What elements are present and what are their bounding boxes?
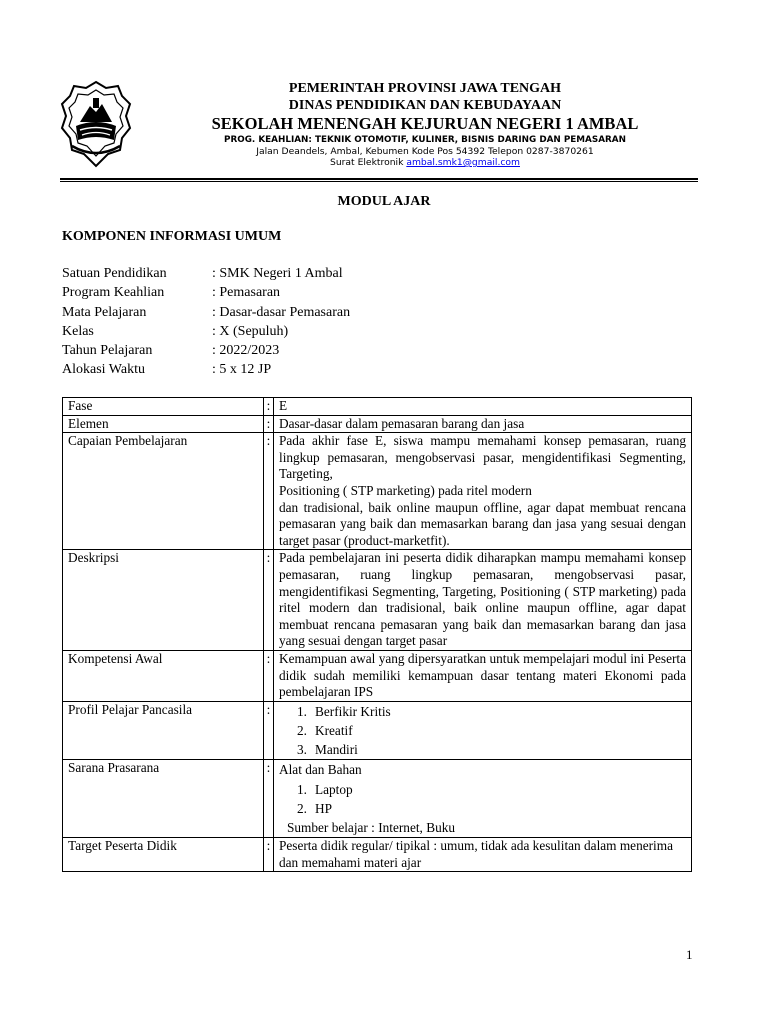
list-item (279, 721, 686, 740)
info-label: Mata Pelajaran (62, 304, 147, 320)
info-row (62, 322, 350, 341)
info-label: Satuan Pendidikan (62, 266, 167, 281)
row-colon: : (264, 433, 274, 550)
row-colon: : (264, 650, 274, 701)
info-value: : SMK Negeri 1 Ambal (212, 266, 343, 281)
table-row-sarana (63, 760, 692, 838)
row-colon: : (264, 415, 274, 433)
table-row-profil (63, 701, 692, 760)
header-school-name: SEKOLAH MENENGAH KEJURUAN NEGERI 1 AMBAL (211, 114, 639, 133)
info-row (62, 303, 350, 322)
provincial-seal-icon (60, 80, 132, 168)
capaian-paragraph-2: Positioning ( STP marketing) pada ritel modern (279, 482, 532, 498)
sarana-footer: Sumber belajar : Internet, Buku (287, 819, 456, 835)
row-colon: : (264, 398, 274, 416)
email-link[interactable]: ambal.smk1@gmail.com (406, 157, 520, 168)
list-number: 3. (297, 742, 307, 758)
info-value: : Dasar-dasar Pemasaran (212, 304, 351, 320)
header-email-line (155, 157, 695, 168)
row-value (274, 760, 692, 838)
table-row-capaian (63, 433, 692, 550)
info-value: : Pemasaran (212, 285, 281, 301)
row-value (274, 701, 692, 760)
list-number: 1. (297, 703, 307, 719)
row-value: Kemampuan awal yang dipersyaratkan untuk mempelajari modul ini Peserta didik sudah memiliki kemampuan dasar tentang materi Ekonomi pada pembelajaran IPS (274, 650, 692, 701)
info-row (62, 341, 350, 360)
info-label: Program Keahlian (62, 285, 165, 301)
list-text: Kreatif (315, 722, 353, 738)
info-label: Alokasi Waktu (62, 362, 145, 378)
info-value: : 5 x 12 JP (212, 362, 272, 378)
list-number: 2. (297, 800, 307, 816)
header-rule-thick (60, 178, 698, 180)
section-title: KOMPONEN INFORMASI UMUM (62, 229, 282, 244)
header-rule-thin (60, 181, 698, 182)
email-label: Surat Elektronik (329, 157, 404, 168)
row-value (274, 433, 692, 550)
row-label: Deskripsi (63, 550, 264, 651)
header-programs: PROG. KEAHLIAN: TEKNIK OTOMOTIF, KULINER, BISNIS DARING DAN PEMASARAN (224, 135, 626, 145)
table-row-deskripsi (63, 550, 692, 651)
list-text: Berfikir Kritis (315, 703, 391, 719)
capaian-paragraph-1: Pada akhir fase E, siswa mampu memahami konsep pemasaran, ruang lingkup pemasaran, mengobservasi pasar, mengidentifikasi Segmenting, Targeting, (279, 433, 686, 482)
module-info-table (62, 397, 692, 872)
header-government: PEMERINTAH PROVINSI JAWA TENGAH (288, 81, 562, 96)
header-department: DINAS PENDIDIKAN DAN KEBUDAYAAN (288, 98, 562, 113)
list-item (279, 799, 686, 818)
page-number: 1 (686, 947, 693, 962)
table-row-fase (63, 398, 692, 416)
table-row-elemen (63, 415, 692, 433)
row-label: Sarana Prasarana (63, 760, 264, 838)
row-colon: : (264, 701, 274, 760)
list-text: Laptop (315, 781, 353, 797)
row-value: Dasar-dasar dalam pemasaran barang dan jasa (274, 415, 692, 433)
list-item (279, 740, 686, 759)
list-text: HP (315, 800, 332, 816)
table-row-kompetensi (63, 650, 692, 701)
info-label: Tahun Pelajaran (62, 343, 153, 359)
row-label: Profil Pelajar Pancasila (63, 701, 264, 760)
info-row (62, 360, 350, 379)
row-label: Target Peserta Didik (63, 838, 264, 872)
row-label: Elemen (63, 415, 264, 433)
row-value: Pada pembelajaran ini peserta didik diharapkan mampu memahami konsep pemasaran, ruang lingkup pemasaran, mengobservasi pasar, mengidentifikasi Segmenting, Targeting, Positioning ( STP marketing) pada ritel modern dan tradisional, baik online maupun offline, agar dapat membuat rencana pemasaran yang baik dan memasarkan barang dan jasa yang sesuai dengan target pasar (274, 550, 692, 651)
list-text: Mandiri (315, 742, 358, 758)
info-row (62, 264, 350, 283)
letterhead (60, 75, 700, 175)
list-number: 2. (297, 722, 307, 738)
info-value: : 2022/2023 (212, 343, 280, 359)
document-title: MODUL AJAR (337, 194, 431, 209)
row-colon: : (264, 550, 274, 651)
row-colon: : (264, 760, 274, 838)
info-value: : X (Sepuluh) (212, 323, 289, 339)
row-value: E (274, 398, 692, 416)
row-label: Kompetensi Awal (63, 650, 264, 701)
row-colon: : (264, 838, 274, 872)
capaian-paragraph-3: dan tradisional, baik online maupun offline, agar dapat membuat rencana pemasaran yang baik dan memasarkan barang dan jasa yang sesuai dengan target pasar (product-marketfit). (279, 499, 686, 548)
row-value: Peserta didik regular/ tipikal : umum, tidak ada kesulitan dalam menerima dan memahami materi ajar (274, 838, 692, 872)
general-info-list (62, 264, 350, 380)
sarana-heading: Alat dan Bahan (279, 762, 362, 778)
info-row (62, 283, 350, 302)
row-label: Capaian Pembelajaran (63, 433, 264, 550)
row-label: Fase (63, 398, 264, 416)
list-item (279, 702, 686, 721)
header-address: Jalan Deandels, Ambal, Kebumen Kode Pos 54392 Telepon 0287-3870261 (256, 146, 594, 157)
info-label: Kelas (62, 323, 94, 339)
list-number: 1. (297, 781, 307, 797)
list-item (279, 780, 686, 799)
table-row-target (63, 838, 692, 872)
